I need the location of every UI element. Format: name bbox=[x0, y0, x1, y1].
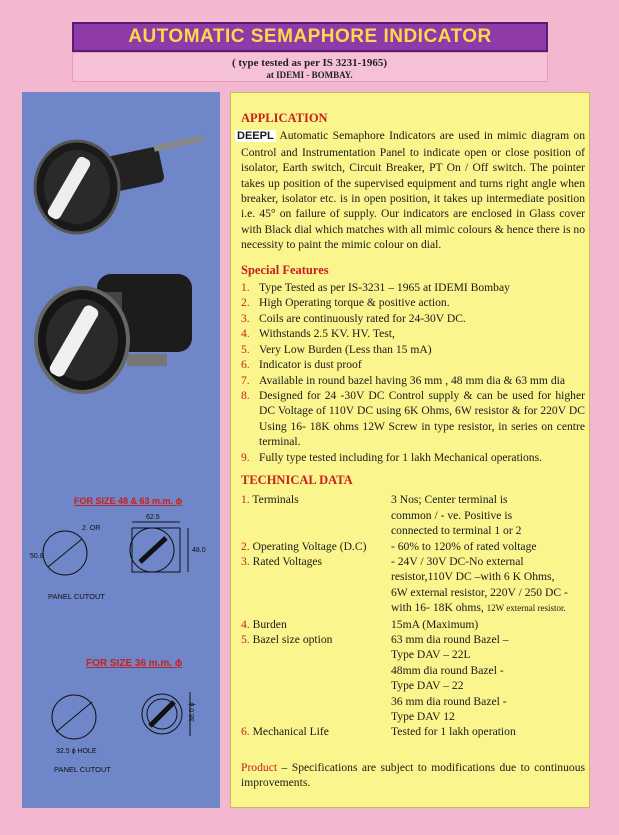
tech-value-text: - 24V / 30V DC-No external bbox=[391, 554, 524, 568]
feature-item bbox=[241, 357, 585, 372]
feature-number: 4. bbox=[241, 327, 250, 341]
tech-label-text: Burden bbox=[252, 617, 287, 631]
feature-text: Available in round bazel having 36 mm , 48 mm dia & 63 mm dia bbox=[259, 373, 565, 387]
tech-label bbox=[241, 523, 391, 538]
page-title: AUTOMATIC SEMAPHORE INDICATOR bbox=[128, 26, 492, 47]
tech-value-text: 36 mm dia round Bazel - bbox=[391, 694, 507, 708]
tech-label-text: Rated Voltages bbox=[252, 554, 323, 568]
tech-label bbox=[241, 569, 391, 584]
feature-item bbox=[241, 373, 585, 388]
indicator-photo-top bbox=[35, 135, 204, 233]
tech-value-text: 48mm dia round Bazel - bbox=[391, 663, 504, 677]
tech-value bbox=[391, 554, 585, 569]
tech-value-text: 3 Nos; Center terminal is bbox=[391, 493, 508, 507]
tech-row bbox=[241, 508, 585, 523]
tech-value-text: 6W external resistor, 220V / 250 DC - bbox=[391, 585, 568, 599]
figure-label-48-63: FOR SIZE 48 & 63 m.m. ϕ bbox=[74, 496, 183, 506]
feature-item bbox=[241, 326, 585, 341]
tech-label-text: Bazel size option bbox=[252, 633, 333, 646]
tech-number: 5. bbox=[241, 633, 250, 646]
tech-label bbox=[241, 632, 391, 647]
tech-label-text: Operating Voltage (D.C) bbox=[252, 539, 367, 553]
image-panel bbox=[22, 92, 220, 808]
feature-number: 2. bbox=[241, 296, 250, 310]
tech-number: 3. bbox=[241, 554, 250, 568]
panel-cutout-label-2: PANEL CUTOUT bbox=[54, 765, 111, 774]
tech-row bbox=[241, 554, 585, 569]
tech-value-text: Tested for 1 lakh operation bbox=[391, 725, 516, 739]
tech-label bbox=[241, 585, 391, 600]
tech-value bbox=[391, 492, 585, 507]
tech-label bbox=[241, 663, 391, 678]
tech-value-text: common / - ve. Positive is bbox=[391, 508, 513, 522]
application-heading: APPLICATION bbox=[241, 111, 328, 125]
feature-text: Very Low Burden (Less than 15 mA) bbox=[259, 342, 432, 356]
tech-row bbox=[241, 569, 585, 584]
dim-side: 50.8 bbox=[30, 553, 44, 560]
feature-text: Indicator is dust proof bbox=[259, 358, 362, 372]
tech-label bbox=[241, 539, 391, 554]
feature-number: 1. bbox=[241, 281, 250, 295]
indicator-photo-middle bbox=[36, 274, 192, 392]
tech-value-text: 63 mm dia round Bazel – bbox=[391, 633, 509, 646]
tech-label bbox=[241, 694, 391, 709]
tech-row bbox=[241, 678, 585, 693]
tech-value-text: - 60% to 120% of rated voltage bbox=[391, 539, 537, 553]
title-bar bbox=[72, 22, 548, 52]
tech-row bbox=[241, 709, 585, 724]
feature-item bbox=[241, 311, 585, 326]
dim-hole: 32.5 ϕ HOLE bbox=[56, 748, 97, 755]
tech-label bbox=[241, 678, 391, 693]
technical-data-table bbox=[241, 492, 585, 740]
tech-number: 2. bbox=[241, 539, 250, 553]
tech-value-text: Type DAV – 22 bbox=[391, 679, 464, 693]
tech-number: 1. bbox=[241, 493, 250, 507]
drawing-48-63 bbox=[43, 522, 188, 575]
figure-label-36: FOR SIZE 36 m.m. ϕ bbox=[86, 658, 183, 669]
subtitle-line-2: at IDEMI - BOMBAY. bbox=[266, 70, 353, 80]
tech-value bbox=[391, 647, 585, 662]
feature-number: 9. bbox=[241, 450, 250, 464]
tech-row bbox=[241, 632, 585, 647]
product-note bbox=[241, 760, 585, 791]
tech-row bbox=[241, 724, 585, 739]
technical-data-heading: TECHNICAL DATA bbox=[241, 472, 353, 487]
tech-value bbox=[391, 585, 585, 600]
tech-value bbox=[391, 663, 585, 678]
feature-text: Withstands 2.5 KV. HV. Test, bbox=[259, 327, 395, 341]
application-body: Automatic Semaphore Indicators are used in mimic diagram on Control and Instrumentation Panel to indicate open or close position of isolator, Earth switch, Circuit Breaker, PT On / Off switch. The pointer takes up position of the supervised equipment and turns right angle when breaker, isolator etc. is in open position, it takes up intermediate position i.e. 45° on failure of supply. Our indicators are enclosed in Glass cover with Black dial which matches with all mimic colours & hence there is no necessity to paint the mimic colour on dial. bbox=[241, 129, 586, 252]
tech-value bbox=[391, 569, 585, 584]
tech-value-text: resistor,110V DC –with 6 K Ohms, bbox=[391, 570, 555, 584]
tech-row bbox=[241, 600, 585, 616]
tech-value-text: Type DAV 12 bbox=[391, 710, 455, 724]
tech-label bbox=[241, 724, 391, 739]
tech-label bbox=[241, 600, 391, 616]
tech-value bbox=[391, 709, 585, 724]
tech-row bbox=[241, 523, 585, 538]
feature-item bbox=[241, 295, 585, 310]
brand-name: DEEPL bbox=[237, 130, 274, 143]
tech-row bbox=[241, 585, 585, 600]
feature-item bbox=[241, 280, 585, 295]
feature-number: 8. bbox=[241, 388, 250, 402]
tech-row bbox=[241, 663, 585, 678]
product-illustrations bbox=[22, 92, 220, 808]
feature-item bbox=[241, 388, 585, 450]
product-word: Product bbox=[241, 760, 278, 774]
feature-number: 5. bbox=[241, 342, 250, 356]
tech-number: 6. bbox=[241, 725, 250, 739]
tech-label bbox=[241, 709, 391, 724]
feature-number: 6. bbox=[241, 358, 250, 372]
subtitle-line-1: ( type tested as per IS 3231-1965) bbox=[231, 57, 387, 69]
tech-value-text: with 16- 18K ohms, bbox=[391, 601, 484, 615]
tech-row bbox=[241, 647, 585, 662]
tech-value bbox=[391, 678, 585, 693]
tech-row bbox=[241, 617, 585, 632]
feature-list bbox=[241, 280, 585, 465]
feature-number: 3. bbox=[241, 311, 250, 325]
dim-36: 36.0 ϕ bbox=[189, 702, 196, 722]
tech-value bbox=[391, 523, 585, 538]
tech-value-text: connected to terminal 1 or 2 bbox=[391, 524, 522, 538]
tech-row bbox=[241, 492, 585, 507]
tech-value bbox=[391, 724, 585, 739]
tech-label bbox=[241, 508, 391, 523]
dim-width: 62.5 bbox=[146, 514, 160, 521]
tech-value bbox=[391, 600, 585, 616]
feature-text: Type Tested as per IS-3231 – 1965 at IDEMI Bombay bbox=[259, 281, 510, 295]
dim-height: 48.0 bbox=[192, 547, 206, 554]
tech-value-text: 15mA (Maximum) bbox=[391, 617, 479, 631]
dim-2or: 2. OR bbox=[82, 525, 101, 532]
feature-item bbox=[241, 342, 585, 357]
feature-number: 7. bbox=[241, 373, 250, 387]
feature-text: Coils are continuously rated for 24-30V DC. bbox=[259, 311, 466, 325]
tech-value bbox=[391, 632, 585, 647]
panel-cutout-label-1: PANEL CUTOUT bbox=[48, 592, 105, 601]
tech-row bbox=[241, 539, 585, 554]
feature-text: Designed for 24 -30V DC Control supply & can be used for higher DC Voltage of 110V DC using 6K Ohms, 6W resistor & for 220V DC Using 16- 18K ohms 12W Screw in type resistor, in series on centre terminal. bbox=[259, 388, 585, 449]
tech-label bbox=[241, 492, 391, 507]
tech-value bbox=[391, 694, 585, 709]
application-text bbox=[237, 128, 586, 252]
special-features-heading: Special Features bbox=[241, 262, 329, 277]
feature-text: High Operating torque & positive action. bbox=[259, 296, 450, 310]
tech-value-text: Type DAV – 22L bbox=[391, 648, 471, 662]
tech-value bbox=[391, 539, 585, 554]
tech-row bbox=[241, 694, 585, 709]
tech-value bbox=[391, 617, 585, 632]
tech-value bbox=[391, 508, 585, 523]
content-panel bbox=[230, 92, 590, 808]
product-note-text: – Specifications are subject to modifications due to continuous improvements. bbox=[241, 760, 585, 790]
drawing-36 bbox=[52, 692, 190, 739]
tech-number: 4. bbox=[241, 617, 250, 631]
feature-text: Fully type tested including for 1 lakh Mechanical operations. bbox=[259, 450, 543, 464]
tech-small-note: 12W external resistor. bbox=[486, 603, 566, 614]
tech-label bbox=[241, 554, 391, 569]
tech-label bbox=[241, 647, 391, 662]
tech-label-text: Mechanical Life bbox=[252, 725, 329, 739]
tech-label-text: Terminals bbox=[252, 493, 299, 507]
tech-label bbox=[241, 617, 391, 632]
feature-item bbox=[241, 450, 585, 465]
